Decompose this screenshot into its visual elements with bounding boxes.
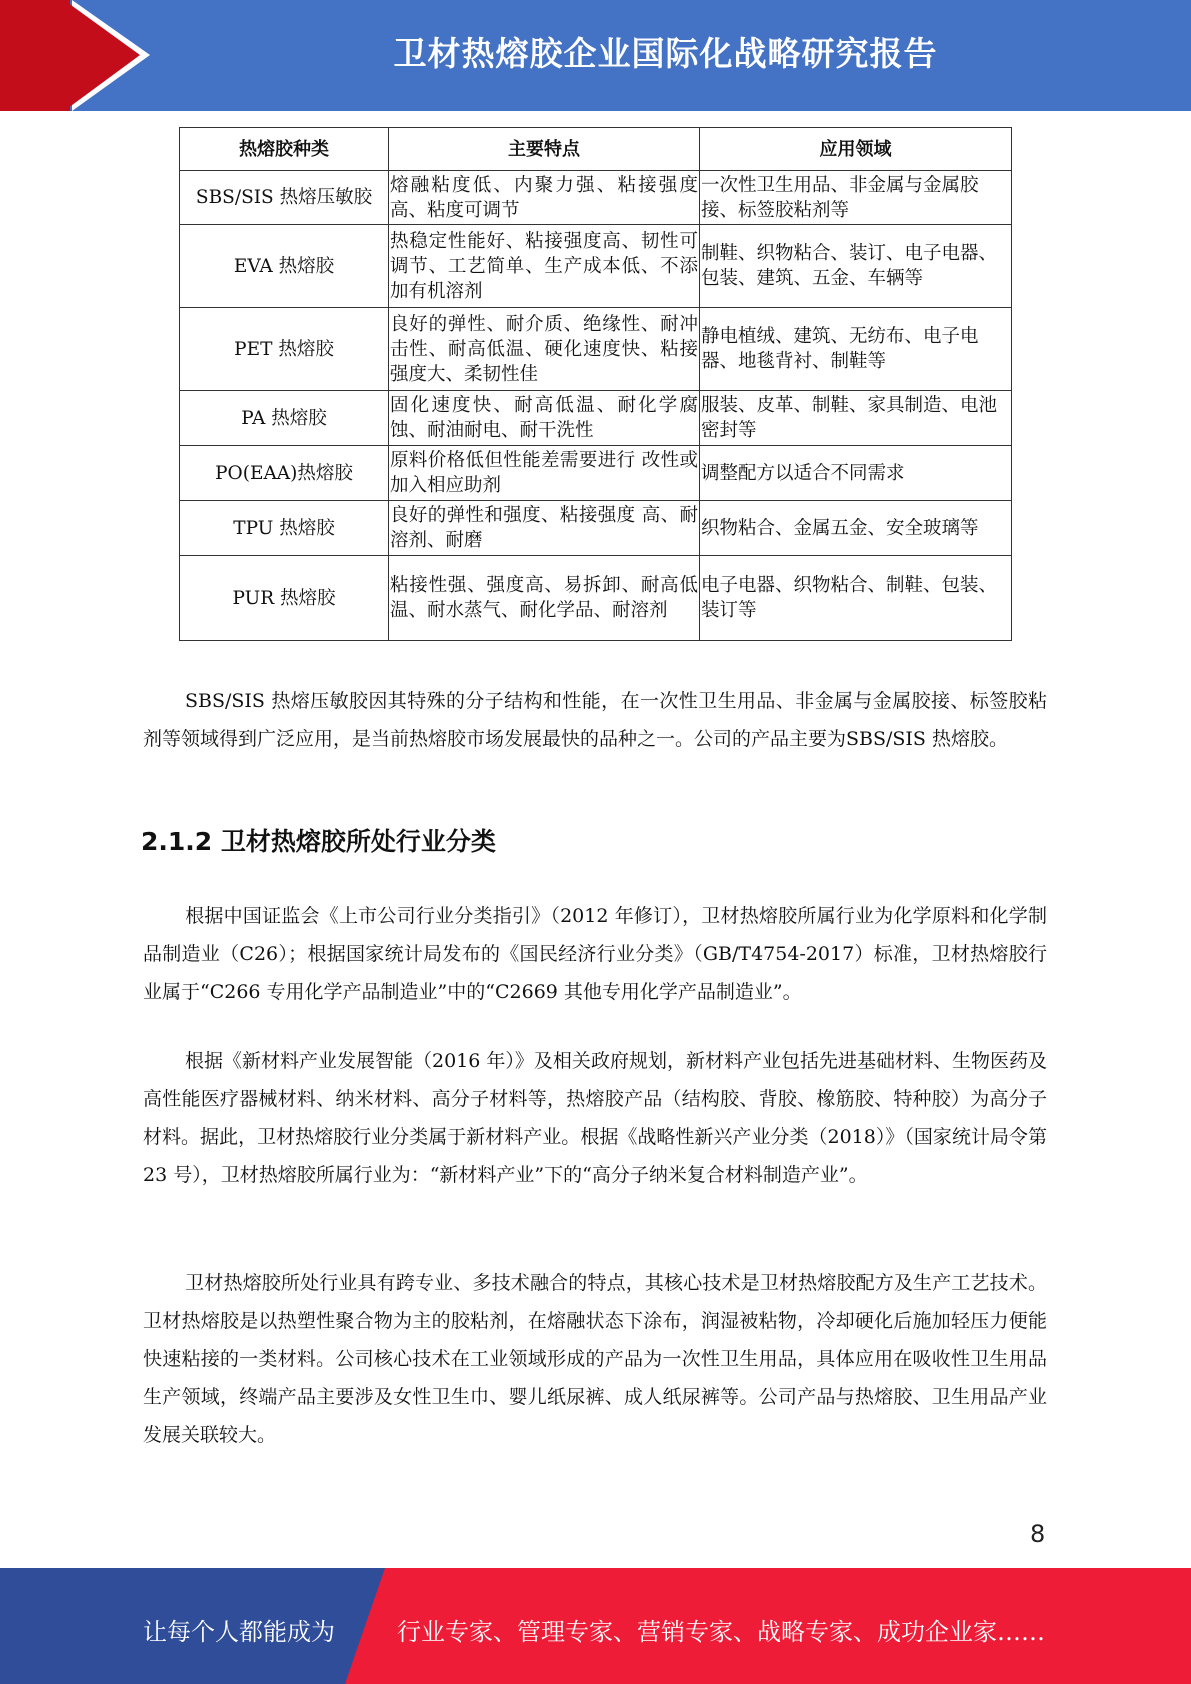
table-row [180,171,1012,225]
col-header-type: 热熔胶种类 [180,128,389,171]
cell-type: SBS/SIS 热熔压敏胶 [180,171,389,225]
header-red-chevron [64,0,140,111]
cell-applications: 服装、皮革、制鞋、家具制造、电池密封等 [700,391,1012,446]
paragraph-text: SBS/SIS 热熔压敏胶因其特殊的分子结构和性能，在一次性卫生用品、非金属与金属胶接、标签胶粘剂等领域得到广泛应用，是当前热熔胶市场发展最快的品种之一。公司的产品主要为SBS/SIS 热熔胶。 [143,690,1047,750]
table-row [180,446,1012,501]
paragraph-sbs-intro [143,682,1047,758]
page-footer [0,1568,1191,1684]
paragraph-new-materials [143,1042,1047,1194]
page-header [0,0,1191,111]
cell-applications: 一次性卫生用品、非金属与金属胶接、标签胶粘剂等 [700,171,1012,225]
table-row [180,501,1012,556]
cell-features: 热稳定性能好、粘接强度高、韧性可调节、工艺简单、生产成本低、不添加有机溶剂 [389,225,700,308]
cell-applications: 织物粘合、金属五金、安全玻璃等 [700,501,1012,556]
cell-type: TPU 热熔胶 [180,501,389,556]
cell-type: PO(EAA)热熔胶 [180,446,389,501]
col-header-applications: 应用领域 [700,128,1012,171]
page-number: 8 [1030,1520,1046,1548]
table-row [180,556,1012,641]
footer-slogan-right: 行业专家、管理专家、营销专家、战略专家、成功企业家…… [397,1618,1045,1646]
cell-applications: 电子电器、织物粘合、制鞋、包装、装订等 [700,556,1012,641]
table-row [180,225,1012,308]
report-title: 卫材热熔胶企业国际化战略研究报告 [393,34,938,73]
paragraph-industry-classification [143,897,1047,1011]
cell-type: PET 热熔胶 [180,308,389,391]
paragraph-text: 根据《新材料产业发展智能（2016 年）》及相关政府规划，新材料产业包括先进基础材料、生物医药及高性能医疗器械材料、纳米材料、高分子材料等，热熔胶产品（结构胶、背胶、橡筋胶、特种胶）为高分子材料。据此，卫材热熔胶行业分类属于新材料产业。根据《战略性新兴产业分类（2018）》（国家统计局令第 23 号），卫材热熔胶所属行业为：“新材料产业”下的“高分子纳米复合材料制造产业”。 [143,1050,1047,1186]
cell-applications: 调整配方以适合不同需求 [700,446,1012,501]
table-row [180,308,1012,391]
cell-features: 粘接性强、强度高、易拆卸、耐高低温、耐水蒸气、耐化学品、耐溶剂 [389,556,700,641]
hot-melt-types-table [179,127,1012,641]
cell-type: PUR 热熔胶 [180,556,389,641]
header-red-block [0,0,70,111]
cell-type: EVA 热熔胶 [180,225,389,308]
cell-applications: 制鞋、织物粘合、装订、电子电器、包装、建筑、五金、车辆等 [700,225,1012,308]
paragraph-text: 根据中国证监会《上市公司行业分类指引》（2012 年修订），卫材热熔胶所属行业为化学原料和化学制品制造业（C26）；根据国家统计局发布的《国民经济行业分类》（GB/T4754-2017）标准，卫材热熔胶行业属于“C266 专用化学产品制造业”中的“C2669 其他专用化学产品制造业”。 [143,905,1047,1003]
table-header-row [180,128,1012,171]
section-heading: 2.1.2 卫材热熔胶所处行业分类 [141,827,496,856]
paragraph-text: 卫材热熔胶所处行业具有跨专业、多技术融合的特点，其核心技术是卫材热熔胶配方及生产工艺技术。卫材热熔胶是以热塑性聚合物为主的胶粘剂，在熔融状态下涂布，润湿被粘物，冷却硬化后施加轻压力便能快速粘接的一类材料。公司核心技术在工业领域形成的产品为一次性卫生用品，具体应用在吸收性卫生用品生产领域，终端产品主要涉及女性卫生巾、婴儿纸尿裤、成人纸尿裤等。公司产品与热熔胶、卫生用品产业发展关联较大。 [143,1272,1047,1446]
paragraph-core-technology [143,1264,1047,1454]
cell-features: 固化速度快、耐高低温、耐化学腐蚀、耐油耐电、耐干洗性 [389,391,700,446]
cell-features: 良好的弹性、耐介质、绝缘性、耐冲击性、耐高低温、硬化速度快、粘接强度大、柔韧性佳 [389,308,700,391]
cell-applications: 静电植绒、建筑、无纺布、电子电器、地毯背衬、制鞋等 [700,308,1012,391]
cell-features: 熔融粘度低、内聚力强、粘接强度高、粘度可调节 [389,171,700,225]
table-row [180,391,1012,446]
footer-slogan-left: 让每个人都能成为 [143,1618,335,1646]
cell-features: 原料价格低但性能差需要进行 改性或加入相应助剂 [389,446,700,501]
col-header-features: 主要特点 [389,128,700,171]
cell-features: 良好的弹性和强度、粘接强度 高、耐溶剂、耐磨 [389,501,700,556]
footer-blue-slant [345,1568,385,1684]
cell-type: PA 热熔胶 [180,391,389,446]
